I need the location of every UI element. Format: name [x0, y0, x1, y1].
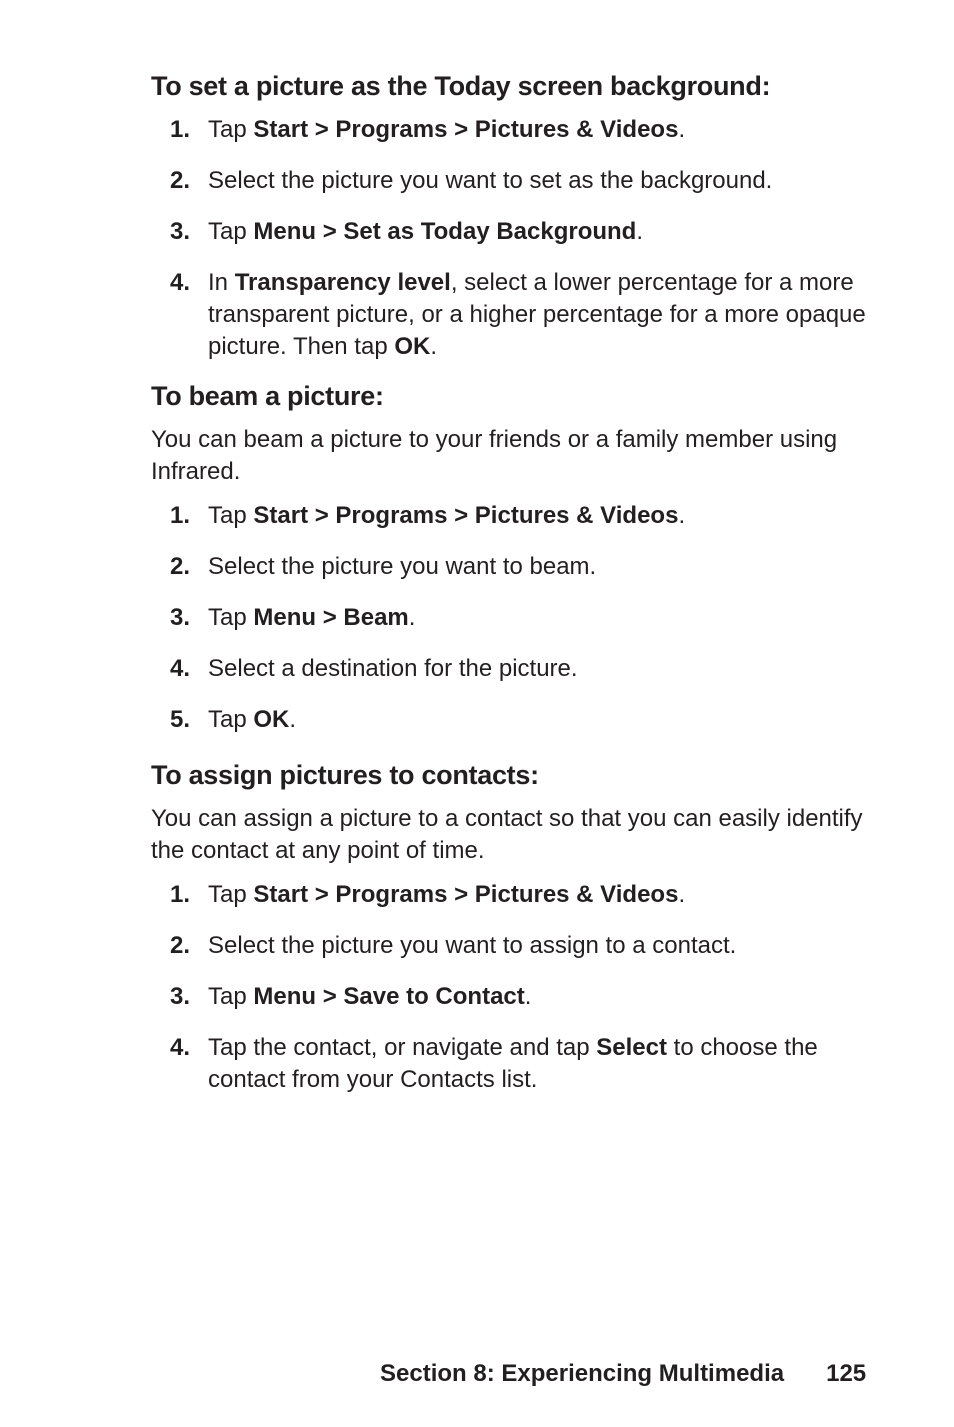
step-item	[151, 653, 871, 685]
step-bold: Menu > Set as Today Background	[253, 218, 637, 245]
step-text: Tap	[208, 881, 254, 908]
step-number: 1.	[170, 116, 191, 143]
step-text: .	[678, 881, 686, 908]
step-text: .	[408, 604, 416, 631]
step-number: 2.	[170, 932, 191, 959]
step-bold: Start > Programs > Pictures & Videos	[253, 502, 679, 529]
step-text: Tap	[208, 604, 254, 631]
step-text: Select the picture you want to assign to a contact.	[208, 932, 737, 959]
page-number: 125	[826, 1360, 867, 1387]
section-intro: You can assign a picture to a contact so that you can easily identify the contact at any point of time.	[151, 805, 863, 864]
step-number: 2.	[170, 167, 191, 194]
footer-section-title: Section 8: Experiencing Multimedia	[380, 1360, 785, 1387]
step-list	[151, 879, 871, 1096]
step-item	[151, 602, 871, 634]
step-text: .	[289, 706, 297, 733]
step-text: Tap	[208, 218, 254, 245]
step-number: 3.	[170, 983, 191, 1010]
step-list	[151, 114, 871, 363]
step-text: Tap	[208, 706, 254, 733]
step-bold: OK	[253, 706, 290, 733]
step-text: Tap	[208, 116, 254, 143]
page-content	[151, 66, 871, 1115]
step-item	[151, 981, 871, 1013]
step-bold: Start > Programs > Pictures & Videos	[253, 116, 679, 143]
step-text: to choose the contact from your Contacts list.	[208, 1034, 818, 1093]
step-text: Select the picture you want to set as the background.	[208, 167, 773, 194]
step-bold: Menu > Beam	[253, 604, 409, 631]
step-text: .	[678, 502, 686, 529]
step-number: 2.	[170, 553, 191, 580]
section-heading: To assign pictures to contacts:	[151, 760, 539, 790]
step-number: 1.	[170, 502, 191, 529]
section-heading: To set a picture as the Today screen background:	[151, 71, 771, 101]
step-text: .	[636, 218, 644, 245]
step-text: Tap the contact, or navigate and tap	[208, 1034, 597, 1061]
step-item	[151, 879, 871, 911]
step-text: Tap	[208, 983, 254, 1010]
step-text: .	[678, 116, 686, 143]
step-item	[151, 704, 871, 736]
step-number: 4.	[170, 1034, 191, 1061]
step-bold: OK	[394, 333, 431, 360]
section-beam-picture	[151, 376, 871, 736]
step-item	[151, 930, 871, 962]
section-intro: You can beam a picture to your friends or a family member using Infrared.	[151, 426, 838, 485]
step-item	[151, 1032, 871, 1096]
step-text: In	[208, 269, 235, 296]
step-item	[151, 500, 871, 532]
step-text: Tap	[208, 502, 254, 529]
step-item	[151, 267, 871, 363]
step-number: 1.	[170, 881, 191, 908]
section-today-background	[151, 66, 871, 363]
step-item	[151, 216, 871, 248]
step-list	[151, 500, 871, 736]
step-number: 4.	[170, 269, 191, 296]
step-bold: Select	[596, 1034, 667, 1061]
step-text: .	[430, 333, 438, 360]
step-bold: Transparency level	[234, 269, 451, 296]
step-text: Select a destination for the picture.	[208, 655, 578, 682]
step-number: 3.	[170, 218, 191, 245]
step-text: .	[524, 983, 532, 1010]
step-item	[151, 551, 871, 583]
step-number: 5.	[170, 706, 191, 733]
step-number: 4.	[170, 655, 191, 682]
step-item	[151, 165, 871, 197]
step-item	[151, 114, 871, 146]
step-text: Select the picture you want to beam.	[208, 553, 597, 580]
section-heading: To beam a picture:	[151, 381, 384, 411]
page-footer	[380, 1356, 866, 1392]
step-bold: Start > Programs > Pictures & Videos	[253, 881, 679, 908]
step-text: , select a lower percentage for a more transparent picture, or a higher percentage for a more opaque picture. Then tap	[208, 269, 866, 360]
step-bold: Menu > Save to Contact	[253, 983, 525, 1010]
step-number: 3.	[170, 604, 191, 631]
section-assign-contacts	[151, 755, 871, 1096]
